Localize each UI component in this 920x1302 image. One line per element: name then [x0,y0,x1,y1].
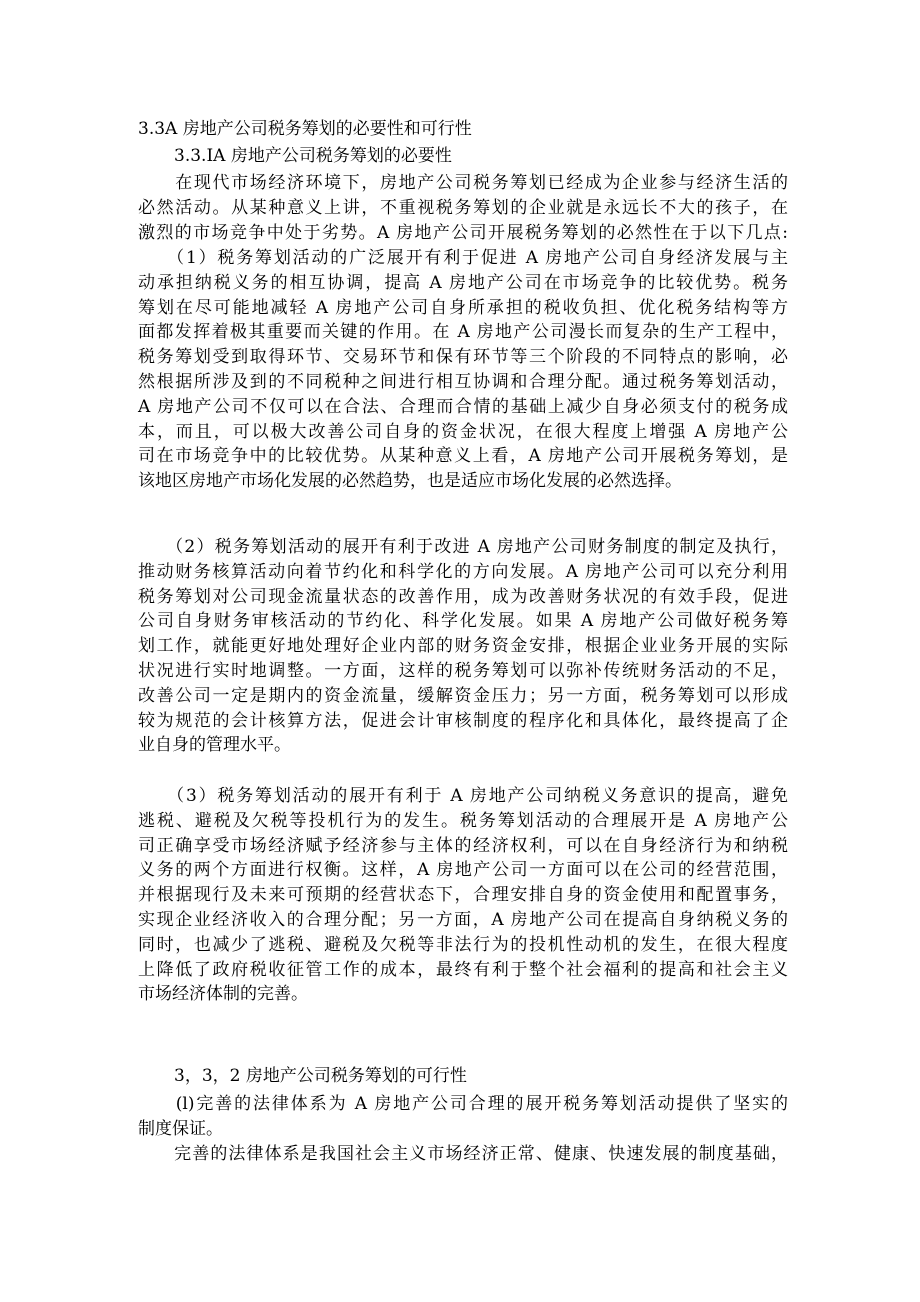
subsection-heading-feasibility: 3，3，2 房地产公司税务筹划的可行性 [174,1066,467,1086]
text-line: （1）税务筹划活动的广泛展开有利于促进 A 房地产公司自身经济发展与主 [138,248,788,268]
text-line: 税务筹划受到取得环节、交易环节和保有环节等三个阶段的不同特点的影响，必 [138,347,788,368]
text-line: 司在市场竞争中的比较优势。从某种意义上看，A 房地产公司开展税务筹划，是 [138,446,788,467]
text-line: 推动财务核算活动向着节约化和科学化的方向发展。A 房地产公司可以充分利用 [138,561,788,582]
text-line: 划工作，就能更好地处理好企业内部的财务资金安排，根据企业业务开展的实际 [138,636,788,657]
text-line: A 房地产公司不仅可以在合法、合理而合情的基础上减少自身必须支付的税务成 [138,396,788,417]
text-line: 然根据所涉及到的不同税种之间进行相互协调和合理分配。通过税务筹划活动， [138,371,788,392]
paragraph-feasibility-2 [138,1142,788,1167]
text-line: 本，而且，可以极大改善公司自身的资金状况，在很大程度上增强 A 房地产公 [138,421,788,442]
text-line: 业自身的管理水平。 [138,735,291,756]
paragraph-intro [138,171,788,245]
text-line: 逃税、避税及欠税等投机行为的发生。税务筹划活动的合理展开是 A 房地产公 [138,810,788,831]
text-line: 完善的法律体系是我国社会主义市场经济正常、健康、快速发展的制度基础， [138,1144,788,1164]
text-line: 该地区房地产市场化发展的必然趋势，也是适应市场化发展的必然选择。 [138,471,682,492]
text-line: 必然活动。从某种意义上讲，不重视税务筹划的企业就是永远长不大的孩子，在 [138,197,788,218]
text-line: 激烈的市场竞争中处于劣势。A 房地产公司开展税务筹划的必然性在于以下几点: [138,222,788,243]
paragraph-point-2 [138,535,788,758]
text-line: 义务的两个方面进行权衡。这样，A 房地产公司一方面可以在公司的经营范围， [138,860,788,881]
text-line: 在现代市场经济环境下，房地产公司税务筹划已经成为企业参与经济生活的 [138,173,788,193]
paragraph-point-3 [138,784,788,1007]
text-line: 改善公司一定是期内的资金流量，缓解资金压力；另一方面，税务筹划可以形成 [138,685,788,706]
section-heading: 3.3A 房地产公司税务筹划的必要性和可行性 [138,119,472,139]
text-line: 税务筹划对公司现金流量状态的改善作用，成为改善财务状况的有效手段，促进 [138,586,788,607]
text-line: 状况进行实时地调整。一方面，这样的税务筹划可以弥补传统财务活动的不足， [138,660,788,681]
paragraph-point-1 [138,246,788,494]
text-line: （2）税务筹划活动的展开有利于改进 A 房地产公司财务制度的制定及执行， [138,537,788,557]
text-line: 同时，也减少了逃税、避税及欠税等非法行为的投机性动机的发生，在很大程度 [138,934,788,955]
text-line: 上降低了政府税收征管工作的成本，最终有利于整个社会福利的提高和社会主义 [138,959,788,980]
text-line: 市场经济体制的完善。 [138,984,308,1005]
subsection-heading-necessity: 3.3.IA 房地产公司税务筹划的必要性 [174,146,452,166]
text-line: 司正确享受市场经济赋予经济参与主体的经济权利，可以在自身经济行为和纳税 [138,835,788,856]
paragraph-feasibility-1 [138,1092,788,1142]
text-line: 较为规范的会计核算方法，促进会计审核制度的程序化和具体化，最终提高了企 [138,710,788,731]
text-line: （3）税务筹划活动的展开有利于 A 房地产公司纳税义务意识的提高，避免 [138,786,788,806]
text-line: 公司自身财务审核活动的节约化、科学化发展。如果 A 房地产公司做好税务筹 [138,611,788,632]
text-line: 面都发挥着极其重要而关键的作用。在 A 房地产公司漫长而复杂的生产工程中， [138,322,788,343]
text-line: 并根据现行及未来可预期的经营状态下，合理安排自身的资金使用和配置事务， [138,885,788,906]
text-line: 筹划在尽可能地减轻 A 房地产公司自身所承担的税收负担、优化税务结构等方 [138,297,788,318]
text-line: 制度保证。 [138,1118,223,1139]
text-line: 实现企业经济收入的合理分配；另一方面，A 房地产公司在提高自身纳税义务的 [138,909,788,930]
text-line: (l)完善的法律体系为 A 房地产公司合理的展开税务筹划活动提供了坚实的 [138,1094,788,1114]
text-line: 动承担纳税义务的相互协调，提高 A 房地产公司在市场竞争的比较优势。税务 [138,272,788,293]
